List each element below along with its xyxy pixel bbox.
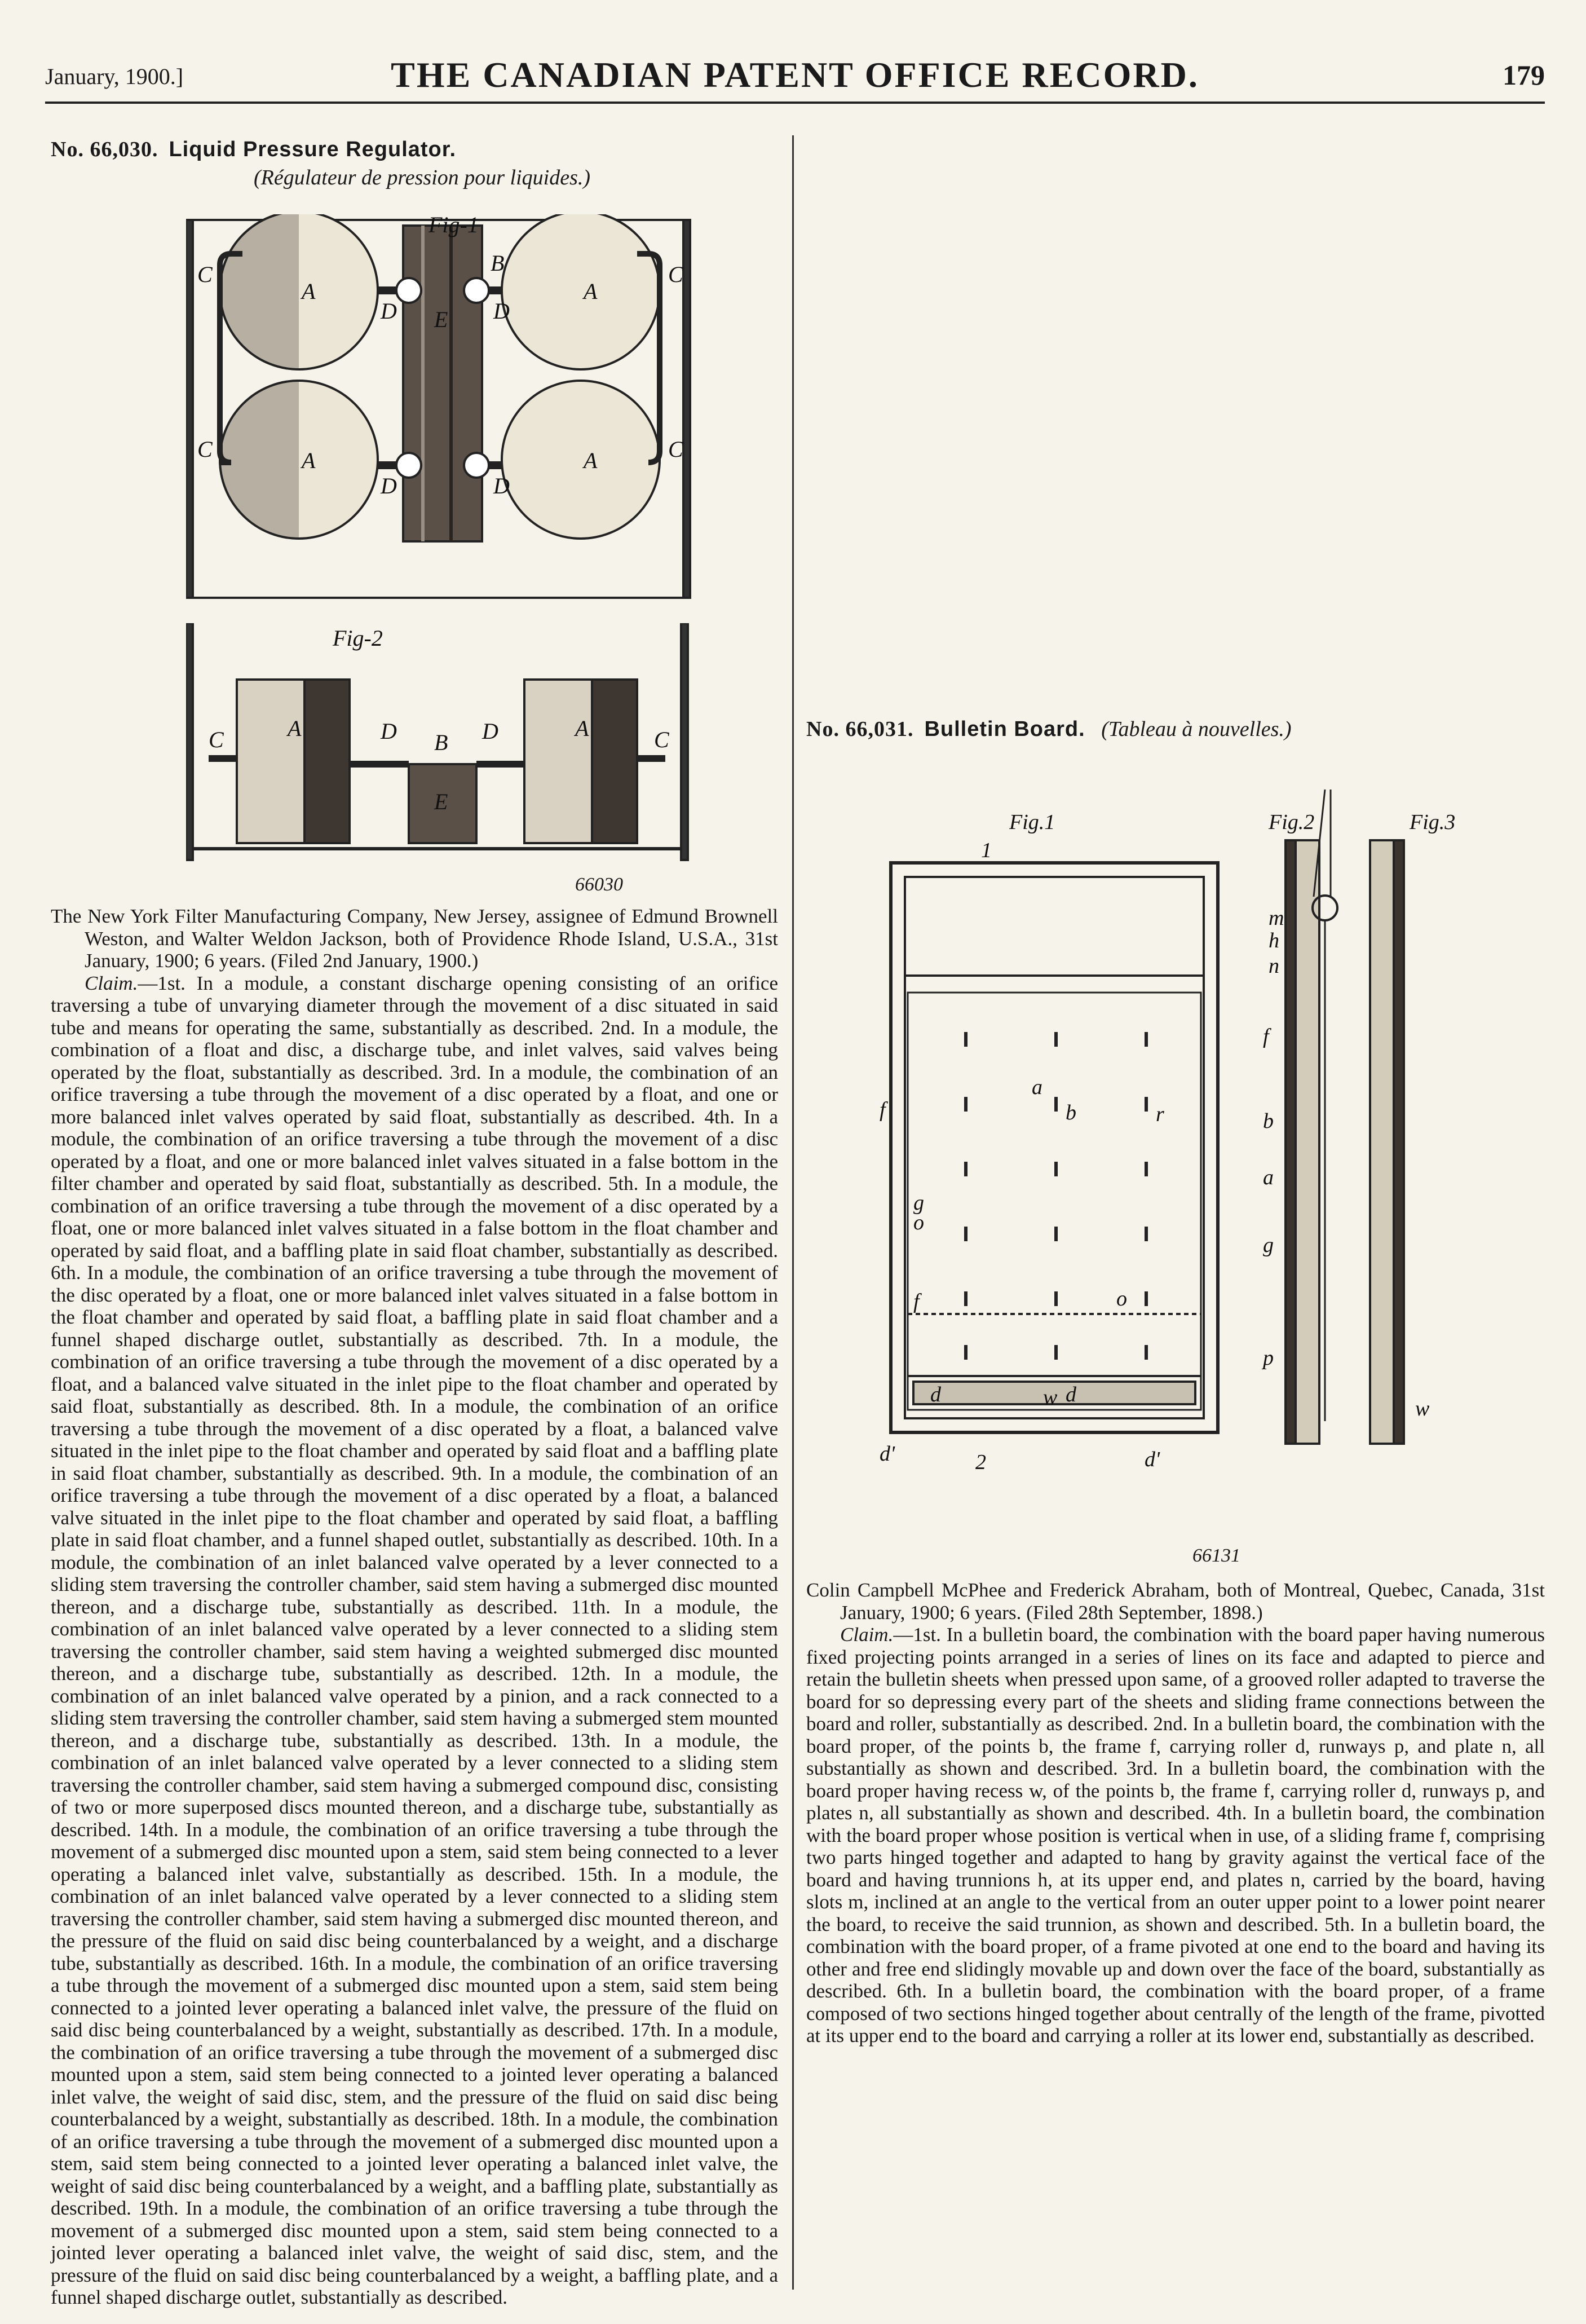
bb-letter-w: w xyxy=(1043,1386,1058,1409)
bb-fig2-label: Fig.2 xyxy=(1269,810,1315,834)
bb-letter-g-2: g xyxy=(1263,1233,1274,1257)
fig1-letter-c-1: C xyxy=(197,262,213,287)
fig1-letter-c-3: C xyxy=(197,436,213,462)
patent-66030-french-title: (Régulateur de pression pour liquides.) xyxy=(254,166,591,189)
patent-66030-figure-number: 66030 xyxy=(575,874,623,895)
bb-letter-f-2: f xyxy=(913,1290,920,1313)
bulletin-board-figure xyxy=(880,778,1528,1534)
fig1-letter-d-4: D xyxy=(493,473,510,499)
patent-66030-heading xyxy=(51,136,778,162)
fig1-letter-a-1: A xyxy=(302,279,316,304)
patent-66030-body xyxy=(51,905,778,2309)
bb-letter-2: 2 xyxy=(975,1450,986,1474)
regulator-figure-1 xyxy=(186,214,693,603)
fig2-letter-e: E xyxy=(434,789,448,814)
bb-letter-d-prime-1: d' xyxy=(880,1442,895,1466)
fig2-letter-d-1: D xyxy=(381,718,397,744)
fig1-letter-a-4: A xyxy=(584,448,598,473)
fig2-letter-c-2: C xyxy=(654,727,669,752)
bb-fig1-label: Fig.1 xyxy=(1009,810,1055,834)
patent-66031-claims xyxy=(806,1624,1545,2047)
patent-66031-french-title: (Tableau à nouvelles.) xyxy=(1101,717,1292,741)
fig1-letter-d-3: D xyxy=(381,473,397,499)
fig1-central-channel xyxy=(403,226,482,541)
bb-letter-d-1: d xyxy=(930,1383,941,1406)
fig1-tank-bottom-right xyxy=(502,381,660,539)
bb-letter-1: 1 xyxy=(981,839,992,862)
patent-66031-inventors: Colin Campbell McPhee and Frederick Abraham, both of Montreal, Quebec, Canada, 31st January, 1900; 6 years. (Filed 28th September, 1898.) xyxy=(806,1579,1545,1624)
header-date: January, 1900.] xyxy=(45,64,184,89)
patent-66031-number: No. 66,031. xyxy=(806,717,914,741)
bb-letter-a: a xyxy=(1032,1075,1042,1099)
bb-letter-m: m xyxy=(1269,906,1284,930)
column-divider xyxy=(792,135,794,2290)
bb-letter-g: g xyxy=(913,1191,924,1215)
bb-letter-a-2: a xyxy=(1263,1166,1274,1189)
fig2-label: Fig-2 xyxy=(333,625,383,651)
bb-letter-n: n xyxy=(1269,954,1279,978)
patent-66031-figure-number: 66131 xyxy=(1192,1545,1240,1566)
fig2-letter-d-2: D xyxy=(482,718,498,744)
fig1-letter-e: E xyxy=(434,307,448,332)
bb-letter-d-2: d xyxy=(1066,1383,1076,1406)
header-title: THE CANADIAN PATENT OFFICE RECORD. xyxy=(391,55,1199,95)
bb-letter-d-prime-2: d' xyxy=(1145,1448,1160,1471)
fig1-letter-c-2: C xyxy=(668,262,683,287)
patent-66031-body xyxy=(806,1579,1545,2047)
fig1-letter-d-1: D xyxy=(381,298,397,324)
fig1-letter-b: B xyxy=(491,250,505,276)
bb-letter-b-2: b xyxy=(1263,1109,1274,1133)
page-number: 179 xyxy=(1503,59,1545,91)
regulator-figure-2 xyxy=(186,623,693,871)
fig1-tank-top-right xyxy=(502,214,660,369)
bb-letter-f-3: f xyxy=(1263,1025,1269,1048)
patent-66030-assignee: The New York Filter Manufacturing Company, New Jersey, assignee of Edmund Brownell Weston, and Walter Weldon Jackson, both of Providence Rhode Island, U.S.A., 31st January, 1900; 6 years. (Filed 2nd January, 1900.) xyxy=(51,905,778,972)
bb-letter-w-2: w xyxy=(1415,1397,1430,1421)
patent-66031-claim-label: Claim. xyxy=(840,1624,894,1646)
patent-66030-french-title-wrap xyxy=(254,165,705,191)
fig1-letter-a-3: A xyxy=(302,448,316,473)
bb-letter-b: b xyxy=(1066,1101,1076,1124)
patent-66031-claims-text: —1st. In a bulletin board, the combination with the board paper having numerous fixed projecting points arranged in a series of lines on its face and adapted to pierce and retain the bulletin sheets when pressed upon same, of a grooved roller adapted to traverse the board for so depressing every part of the sheets and sliding frame connections between the board and roller, substantially as described. 2nd. In a bulletin board, the combination with the board proper, of the points b, the frame f, carrying roller d, runways p, and plate n, all substantially as shown and described. 3rd. In a bulletin board, the combination with the board proper having recess w, of the points b, the frame f, carrying roller d, runways p, and plates n, all substantially as shown and described. 4th. In a bulletin board, the combination with the board proper whose position is vertical when in use, of a sliding frame f, comprising two parts hinged together and adapted to hang by gravity against the vertical face of the board and having trunnions h, at its upper end, and plates n, carried by the board, having slots m, inclined at an angle to the vertical from an outer upper point to a lower point nearer the board, to receive the said trunnion, as shown and described. 5th. In a bulletin board, the combination with the board proper, of a frame pivoted at one end to the board and having its other and free end slidingly movable up and down over the face of the board, substantially as described. 6th. In a bulletin board, the combination with the board proper, of a frame composed of two sections hinged together about centrally of the length of the frame, pivotted at its upper end to the board and carrying a roller at its lower end, substantially as described. xyxy=(806,1624,1545,2047)
fig1-label: Fig-1 xyxy=(428,214,479,237)
patent-66030-number: No. 66,030. xyxy=(51,138,158,161)
fig2-letter-b: B xyxy=(434,730,448,755)
patent-66031-heading xyxy=(806,716,1545,742)
patent-66030-claim-label: Claim. xyxy=(85,972,138,994)
patent-66030-title: Liquid Pressure Regulator. xyxy=(169,138,457,161)
patent-66031-title: Bulletin Board. xyxy=(924,717,1085,741)
fig1-letter-a-2: A xyxy=(584,279,598,304)
fig2-letter-c-1: C xyxy=(209,727,224,752)
bb-letter-o: o xyxy=(913,1211,924,1234)
fig2-letter-a-1: A xyxy=(288,716,302,741)
running-head xyxy=(45,51,1545,104)
bb-letter-p: p xyxy=(1263,1346,1274,1370)
patent-66030-claims-text: —1st. In a module, a constant discharge opening consisting of an orifice traversing a tube of unvarying diameter through the movement of a disc situated in said tube and means for operating the same, substantially as described. 2nd. In a module, the combination of a float and disc, a discharge tube, and inlet valves, said valves being operated by the float, substantially as described. 3rd. In a module, the combination of an orifice traversing a tube through the movement of a disc operated by a float, and one or more balanced inlet valves operated by said float, substantially as described. 4th. In a module, the combination of an orifice traversing a tube through the movement of a disc operated by a float, and one or more balanced inlet valves situated in a false bottom in the filter chamber and operated by said float, substantially as described. 5th. In a module, the combination of an orifice traversing a tube through the movement of a disc operated by a float, one or more balanced inlet valves situated in a false bottom in the float chamber and operated by said float, and a baffling plate in said float chamber, substantially as described. 6th. In a module, the combination of an orifice traversing a tube through the movement of the disc operated by a float, one or more balanced inlet valves situated in a false bottom in the float chamber and operated by said float, a baffling plate in said float chamber and a funnel shaped discharge outlet, substantially as described. 7th. In a module, the combination of an orifice traversing a tube through the movement of a disc operated by a float, and a balanced valve situated in the inlet pipe to the float chamber and operated by said float, substantially as described. 8th. In a module, the combination of an orifice traversing a tube through the movement of a disc operated by a float, a balanced valve situated in the inlet pipe to the float chamber and operated by said float and a baffling plate in said float chamber, substantially as described. 9th. In a module, the combination of an orifice traversing a tube through the movement of a disc operated by a float, a balanced valve situated in the inlet pipe to the float chamber and operated by said float, a baffling plate in said float chamber, and a funnel shaped outlet, substantially as described. 10th. In a module, the combination of an inlet balanced valve operated by a lever connected to a sliding stem traversing the controller chamber, said stem having a submerged disc mounted thereon, and a discharge tube, substantially as described. 11th. In a module, the combination of an inlet balanced valve operated by a lever connected to a sliding stem traversing the controller chamber, said stem having a weighted submerged disc mounted thereon, and a discharge tube, substantially as described. 12th. In a module, the combination of an inlet balanced valve operated by a pinion, and a rack connected to a sliding stem traversing the controller chamber, said stem having a submerged stem mounted thereon, and a discharge tube, substantially as described. 13th. In a module, the combination of an inlet balanced valve operated by a lever connected to a sliding stem traversing the controller chamber, said stem having a submerged compound disc, consisting of two or more superposed discs mounted thereon, and a discharge tube, substantially as described. 14th. In a module, the combination of an orifice traversing a tube through the movement of a submerged disc mounted upon a stem, said stem being connected to a lever operating a balanced inlet valve, substantially as described. 15th. In a module, the combination of an inlet balanced valve operated by a lever connected to a sliding stem traversing the controller chamber, said stem having a submerged disc mounted thereon, and the pressure of the fluid on said disc being counterbalanced by a weight, and a discharge tube, substantially as described. 16th. In a module, the combination of an orifice traversing a tube through the movement of a submerged disc mounted upon a stem, said stem being connected to a jointed lever operating a balanced inlet valve, the pressure of the fluid on said disc being counterbalanced by a weight, substantially as described. 17th. In a module, the combination of an orifice traversing a tube through the movement of a submerged disc mounted upon a stem, said stem being connected to a jointed lever operating a balanced inlet valve, the weight of said disc, stem, and the pressure of the fluid on said disc being counterbalanced by a weight, substantially as described. 18th. In a module, the combination of an orifice traversing a tube through the movement of a submerged disc mounted upon a stem, said stem being connected to a jointed lever operating a balanced inlet valve, the weight of said disc being counterbalanced by a weight, and a baffling plate, substantially as described. 19th. In a module, the combination of an orifice traversing a tube through the movement of a submerged disc mounted upon a stem, said stem being connected to a jointed lever operating a balanced inlet valve, the weight of said disc, stem, and the pressure of the fluid on said disc being counterbalanced by a weight, a baffling plate, and a funnel shaped discharge outlet, substantially as described. xyxy=(51,972,778,2308)
bb-letter-r: r xyxy=(1156,1103,1164,1126)
fig1-letter-c-4: C xyxy=(668,436,683,462)
bb-fig3-label: Fig.3 xyxy=(1410,810,1456,834)
fig1-letter-d-2: D xyxy=(493,298,510,324)
bb-letter-f-1: f xyxy=(880,1098,886,1122)
bb-letter-h: h xyxy=(1269,929,1279,952)
fig2-letter-a-2: A xyxy=(575,716,589,741)
bb-letter-o-2: o xyxy=(1116,1287,1127,1311)
patent-66030-claims xyxy=(51,972,778,2309)
